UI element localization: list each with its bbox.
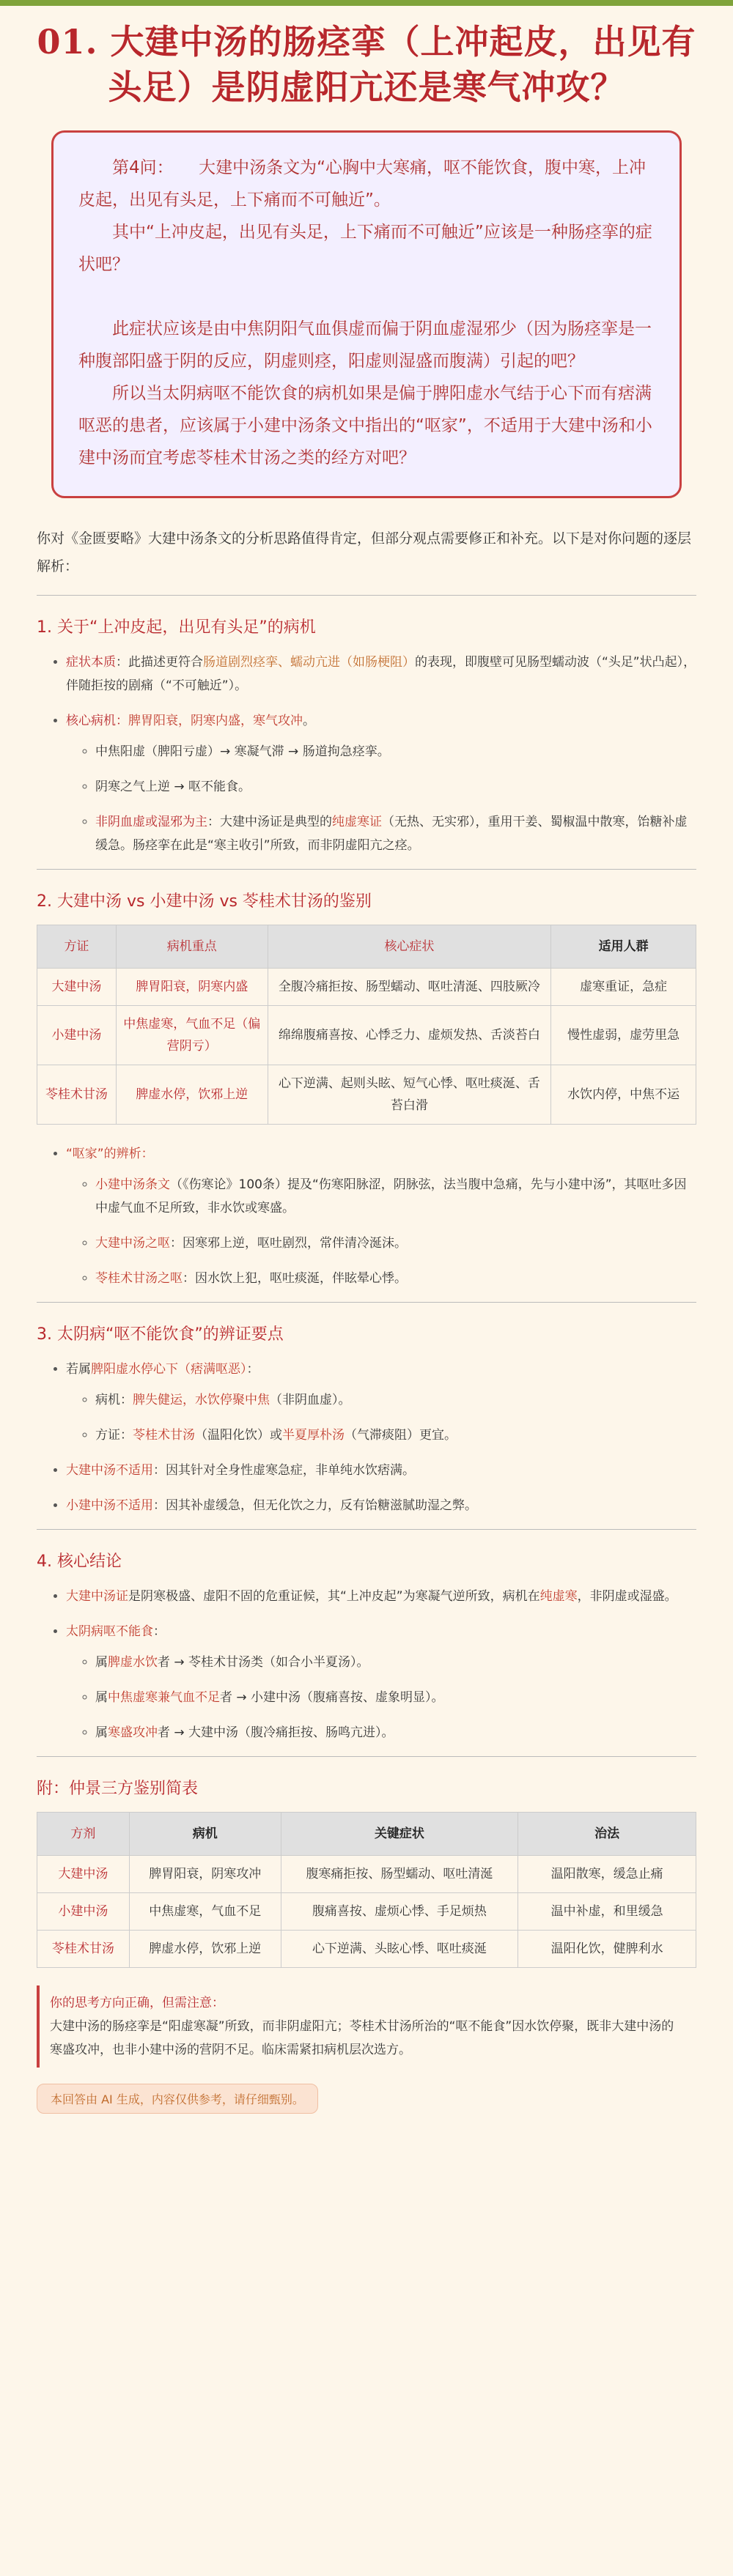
list-item: ◦ 大建中汤之呕：因寒邪上逆，呕吐剧烈，常伴清冷涎沫。 xyxy=(95,1232,696,1255)
list-item: ◦ 方证：苓桂术甘汤（温阳化饮）或半夏厚朴汤（气滞痰阻）更宜。 xyxy=(95,1424,696,1447)
divider xyxy=(37,869,696,870)
table-row: 小建中汤 中焦虚寒，气血不足 腹痛喜按、虚烦心悸、手足烦热 温中补虚，和里缓急 xyxy=(37,1893,696,1931)
note-heading: 你的思考方向正确，但需注意： xyxy=(50,1996,224,2010)
table-row: 小建中汤 中焦虚寒，气血不足（偏营阴亏） 绵绵腹痛喜按、心悸乏力、虚烦发热、舌淡苔白 慢性虚弱，虚劳里急 xyxy=(37,1006,696,1065)
table-header-row xyxy=(37,925,696,969)
table-row: 苓桂术甘汤 脾虚水停，饮邪上逆 心下逆满、起则头眩、短气心悸、呕吐痰涎、舌苔白滑 水饮内停，中焦不运 xyxy=(37,1065,696,1125)
ai-disclaimer-badge: 本回答由 AI 生成，内容仅供参考，请仔细甄别。 xyxy=(37,2084,318,2114)
appendix-table xyxy=(37,1812,696,1968)
list-item: ◦ 病机：脾失健运，水饮停聚中焦（非阴血虚）。 xyxy=(95,1388,696,1412)
section-1-heading: 1. 关于“上冲皮起，出见有头足”的病机 xyxy=(37,618,316,637)
article xyxy=(0,19,733,2114)
list-item: • 症状本质：此描述更符合肠道剧烈痉挛、蠕动亢进（如肠梗阻）的表现，即腹壁可见肠型蠕动波（“头足”状凸起），伴随拒按的剧痛（“不可触近”）。 xyxy=(66,651,696,697)
sub-list xyxy=(66,1651,696,1744)
note-body: 大建中汤的肠痉挛是“阳虚寒凝”所致，而非阴虚阳亢；苓桂术甘汤所治的“呕不能食”因水饮停聚，既非大建中汤的寒盛攻冲，也非小建中汤的营阴不足。临床需紧扣病机层次选方。 xyxy=(50,2019,674,2057)
section-2-heading: 2. 大建中汤 vs 小建中汤 vs 苓桂术甘汤的鉴别 xyxy=(37,892,372,911)
table-row: 苓桂术甘汤 脾虚水停，饮邪上逆 心下逆满、头眩心悸、呕吐痰涎 温阳化饮，健脾利水 xyxy=(37,1931,696,1968)
sub-list xyxy=(66,1173,696,1290)
list-item: • 小建中汤不适用：因其补虚缓急，但无化饮之力，反有饴糖滋腻助湿之弊。 xyxy=(66,1494,696,1517)
section-2-list xyxy=(37,1142,696,1290)
table-row: 大建中汤 脾胃阳衰，阴寒攻冲 腹寒痛拒按、肠型蠕动、呕吐清涎 温阳散寒，缓急止痛 xyxy=(37,1856,696,1893)
list-item: ◦ 苓桂术甘汤之呕：因水饮上犯，呕吐痰涎，伴眩晕心悸。 xyxy=(95,1267,696,1290)
list-item: • 若属脾阳虚水停心下（痞满呕恶）： ◦ 病机：脾失健运，水饮停聚中焦（非阴血虚）。 ◦ 方证：苓桂术甘汤（温阳化饮）或半夏厚朴汤（气滞痰阻）更宜。 xyxy=(66,1358,696,1447)
table-header: 病机重点 xyxy=(116,925,268,969)
list-item: • 大建中汤不适用：因其针对全身性虚寒急症，非单纯水饮痞满。 xyxy=(66,1459,696,1482)
table-header: 方证 xyxy=(37,925,117,969)
page-title: 01. 大建中汤的肠痉挛（上冲起皮，出见有头足）是阴虚阳亢还是寒气冲攻？ xyxy=(37,22,696,107)
divider xyxy=(37,1756,696,1757)
question-box xyxy=(51,130,682,498)
sub-list xyxy=(66,1388,696,1447)
section-3-list xyxy=(37,1358,696,1517)
section-4-heading: 4. 核心结论 xyxy=(37,1552,122,1571)
appendix-heading: 附：仲景三方鉴别简表 xyxy=(37,1780,199,1798)
list-item: ◦ 属脾虚水饮者 → 苓桂术甘汤类（如合小半夏汤）。 xyxy=(95,1651,696,1674)
section-4-list xyxy=(37,1585,696,1744)
top-accent-bar xyxy=(0,0,733,6)
note-block xyxy=(37,1985,696,2068)
intro-paragraph: 你对《金匮要略》大建中汤条文的分析思路值得肯定，但部分观点需要修正和补充。以下是对你问题的逐层解析： xyxy=(37,530,692,574)
question-p3: 此症状应该是由中焦阴阳气血俱虚而偏于阴血虚湿邪少（因为肠痉挛是一种腹部阳盛于阴的反应，阴虚则痉，阳虚则湿盛而腹满）引起的吧？ xyxy=(78,319,652,371)
list-item: ◦ 小建中汤条文（《伤寒论》100条）提及“伤寒阳脉涩，阴脉弦，法当腹中急痛，先与小建中汤”，其呕吐多因中虚气血不足所致，非水饮或寒盛。 xyxy=(95,1173,696,1220)
sub-list xyxy=(66,740,696,857)
question-p2: 其中“上冲皮起，出见有头足，上下痛而不可触近”应该是一种肠痉挛的症状吧？ xyxy=(78,223,652,274)
divider xyxy=(37,595,696,596)
divider xyxy=(37,1302,696,1303)
divider xyxy=(37,1529,696,1530)
table-header: 核心症状 xyxy=(268,925,551,969)
list-item: • 大建中汤证是阴寒极盛、虚阳不固的危重证候，其“上冲皮起”为寒凝气逆所致，病机在纯虚寒，非阴虚或湿盛。 xyxy=(66,1585,696,1608)
table-header: 关键症状 xyxy=(281,1813,518,1856)
table-header: 方剂 xyxy=(37,1813,130,1856)
list-item: • 核心病机：脾胃阳衰，阴寒内盛，寒气攻冲。 ◦ 中焦阳虚（脾阳亏虚）→ 寒凝气滞 → 肠道拘急痉挛。 ◦ 阴寒之气上逆 → 呕不能食。 ◦ 非阴血虚或湿邪为主：大建中汤证是典型的纯虚寒证（无热、无实邪），重用干姜、蜀椒温中散寒，饴糖补虚缓急。肠痉挛在此是“寒主收引”所致，而非阴虚阳亢之痉。 xyxy=(66,709,696,857)
list-item: ◦ 属寒盛攻冲者 → 大建中汤（腹冷痛拒按、肠鸣亢进）。 xyxy=(95,1721,696,1744)
question-p1: 第4问： 大建中汤条文为“心胸中大寒痛，呕不能饮食，腹中寒，上冲皮起，出见有头足，上下痛而不可触近”。 xyxy=(78,158,647,210)
question-p4: 所以当太阴病呕不能饮食的病机如果是偏于脾阳虚水气结于心下而有痞满呕恶的患者，应该属于小建中汤条文中指出的“呕家”，不适用于大建中汤和小建中汤而宜考虑苓桂术甘汤之类的经方对吧？ xyxy=(78,384,652,467)
table-header: 治法 xyxy=(518,1813,696,1856)
table-header: 适用人群 xyxy=(551,925,696,969)
section-1-list xyxy=(37,651,696,857)
comparison-table xyxy=(37,925,696,1125)
list-item: • “呕家”的辨析： ◦ 小建中汤条文（《伤寒论》100条）提及“伤寒阳脉涩，阴脉弦，法当腹中急痛，先与小建中汤”，其呕吐多因中虚气血不足所致，非水饮或寒盛。 ◦ 大建中汤之呕：因寒邪上逆，呕吐剧烈，常伴清冷涎沫。 ◦ 苓桂术甘汤之呕：因水饮上犯，呕吐痰涎，伴眩晕心悸。 xyxy=(66,1142,696,1290)
list-item: ◦ 属中焦虚寒兼气血不足者 → 小建中汤（腹痛喜按、虚象明显）。 xyxy=(95,1686,696,1709)
list-item: ◦ 阴寒之气上逆 → 呕不能食。 xyxy=(95,775,696,799)
list-item: • 太阴病呕不能食： ◦ 属脾虚水饮者 → 苓桂术甘汤类（如合小半夏汤）。 ◦ 属中焦虚寒兼气血不足者 → 小建中汤（腹痛喜按、虚象明显）。 ◦ 属寒盛攻冲者 → 大建中汤（腹冷痛拒按、肠鸣亢进）。 xyxy=(66,1620,696,1744)
table-row: 大建中汤 脾胃阳衰，阴寒内盛 全腹冷痛拒按、肠型蠕动、呕吐清涎、四肢厥冷 虚寒重证，急症 xyxy=(37,969,696,1006)
list-item: ◦ 中焦阳虚（脾阳亏虚）→ 寒凝气滞 → 肠道拘急痉挛。 xyxy=(95,740,696,763)
table-header: 病机 xyxy=(129,1813,281,1856)
section-3-heading: 3. 太阴病“呕不能饮食”的辨证要点 xyxy=(37,1325,284,1344)
list-item: ◦ 非阴血虚或湿邪为主：大建中汤证是典型的纯虚寒证（无热、无实邪），重用干姜、蜀椒温中散寒，饴糖补虚缓急。肠痉挛在此是“寒主收引”所致，而非阴虚阳亢之痉。 xyxy=(95,810,696,857)
table-header-row xyxy=(37,1813,696,1856)
